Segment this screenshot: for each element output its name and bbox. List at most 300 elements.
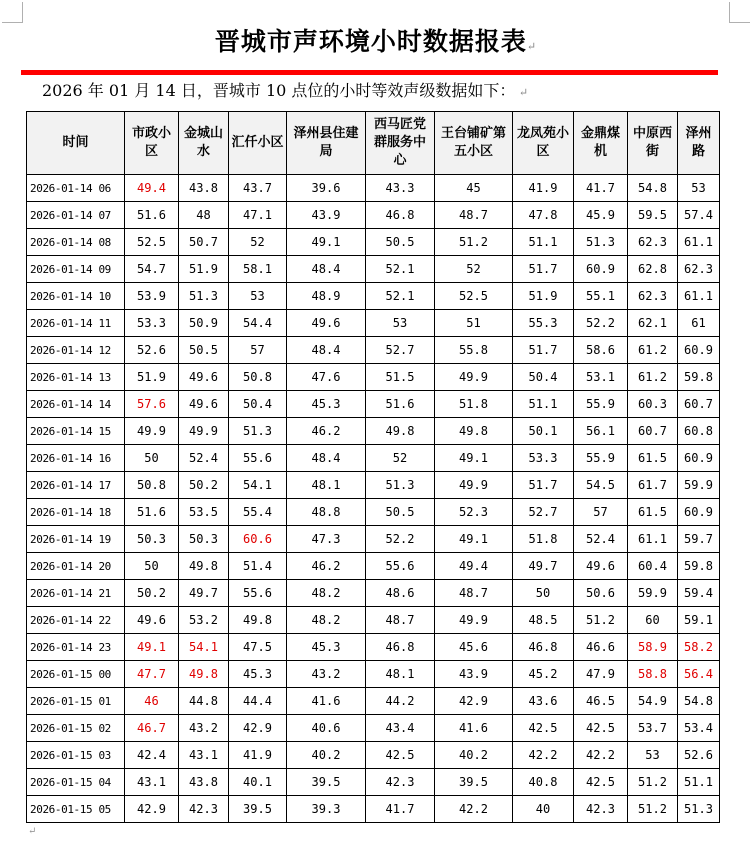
value-cell: 53.3 bbox=[125, 310, 179, 337]
value-cell: 45.3 bbox=[287, 391, 366, 418]
value-cell: 50.5 bbox=[179, 337, 229, 364]
value-cell: 53.2 bbox=[179, 607, 229, 634]
value-cell: 50.9 bbox=[179, 310, 229, 337]
column-header-site: 金鼎煤机 bbox=[574, 112, 628, 175]
column-header-site: 汇仟小区 bbox=[229, 112, 287, 175]
value-cell: 49.1 bbox=[287, 229, 366, 256]
table-row bbox=[27, 769, 720, 796]
value-cell: 39.6 bbox=[287, 175, 366, 202]
value-cell: 49.8 bbox=[179, 661, 229, 688]
value-cell: 62.8 bbox=[628, 256, 678, 283]
value-cell: 48.5 bbox=[513, 607, 574, 634]
value-cell: 43.2 bbox=[179, 715, 229, 742]
value-cell: 49.6 bbox=[179, 364, 229, 391]
value-cell: 39.5 bbox=[287, 769, 366, 796]
report-title-text: 晋城市声环境小时数据报表 bbox=[214, 27, 527, 56]
value-cell: 57.6 bbox=[125, 391, 179, 418]
value-cell: 47.7 bbox=[125, 661, 179, 688]
table-row bbox=[27, 337, 720, 364]
value-cell: 43.8 bbox=[179, 175, 229, 202]
value-cell: 52.4 bbox=[574, 526, 628, 553]
value-cell: 46.8 bbox=[366, 634, 435, 661]
value-cell: 40.2 bbox=[435, 742, 513, 769]
value-cell: 39.5 bbox=[435, 769, 513, 796]
value-cell: 42.5 bbox=[574, 715, 628, 742]
value-cell: 54.7 bbox=[125, 256, 179, 283]
value-cell: 61.2 bbox=[628, 337, 678, 364]
value-cell: 51.2 bbox=[435, 229, 513, 256]
value-cell: 61.2 bbox=[628, 364, 678, 391]
value-cell: 42.9 bbox=[229, 715, 287, 742]
value-cell: 42.5 bbox=[574, 769, 628, 796]
value-cell: 51.7 bbox=[513, 337, 574, 364]
value-cell: 60.9 bbox=[678, 499, 720, 526]
value-cell: 42.3 bbox=[366, 769, 435, 796]
value-cell: 48 bbox=[179, 202, 229, 229]
value-cell: 55.8 bbox=[435, 337, 513, 364]
time-cell: 2026-01-15 05 bbox=[27, 796, 125, 823]
value-cell: 49.9 bbox=[125, 418, 179, 445]
value-cell: 49.8 bbox=[229, 607, 287, 634]
value-cell: 49.7 bbox=[179, 580, 229, 607]
value-cell: 43.2 bbox=[287, 661, 366, 688]
value-cell: 51.3 bbox=[678, 796, 720, 823]
value-cell: 41.9 bbox=[513, 175, 574, 202]
value-cell: 51.9 bbox=[179, 256, 229, 283]
value-cell: 53.1 bbox=[574, 364, 628, 391]
value-cell: 47.1 bbox=[229, 202, 287, 229]
value-cell: 50.6 bbox=[574, 580, 628, 607]
table-row bbox=[27, 391, 720, 418]
value-cell: 52 bbox=[435, 256, 513, 283]
value-cell: 39.5 bbox=[229, 796, 287, 823]
value-cell: 55.3 bbox=[513, 310, 574, 337]
value-cell: 47.5 bbox=[229, 634, 287, 661]
value-cell: 53.3 bbox=[513, 445, 574, 472]
value-cell: 55.4 bbox=[229, 499, 287, 526]
table-row bbox=[27, 796, 720, 823]
column-header-site: 市政小区 bbox=[125, 112, 179, 175]
table-header-row bbox=[27, 112, 720, 175]
value-cell: 61.1 bbox=[678, 229, 720, 256]
table-row bbox=[27, 742, 720, 769]
value-cell: 51.6 bbox=[366, 391, 435, 418]
value-cell: 41.9 bbox=[229, 742, 287, 769]
value-cell: 46.5 bbox=[574, 688, 628, 715]
value-cell: 49.1 bbox=[125, 634, 179, 661]
value-cell: 45 bbox=[435, 175, 513, 202]
value-cell: 49.9 bbox=[435, 607, 513, 634]
value-cell: 50.5 bbox=[366, 229, 435, 256]
time-cell: 2026-01-15 01 bbox=[27, 688, 125, 715]
value-cell: 52.7 bbox=[366, 337, 435, 364]
value-cell: 61.7 bbox=[628, 472, 678, 499]
table-row bbox=[27, 229, 720, 256]
value-cell: 58.6 bbox=[574, 337, 628, 364]
time-cell: 2026-01-14 15 bbox=[27, 418, 125, 445]
time-cell: 2026-01-14 16 bbox=[27, 445, 125, 472]
report-title bbox=[0, 22, 752, 58]
value-cell: 51.2 bbox=[628, 769, 678, 796]
value-cell: 51.1 bbox=[513, 391, 574, 418]
value-cell: 48.4 bbox=[287, 256, 366, 283]
value-cell: 59.1 bbox=[678, 607, 720, 634]
value-cell: 48.9 bbox=[287, 283, 366, 310]
time-cell: 2026-01-14 13 bbox=[27, 364, 125, 391]
value-cell: 48.2 bbox=[287, 607, 366, 634]
value-cell: 51.9 bbox=[513, 283, 574, 310]
value-cell: 58.8 bbox=[628, 661, 678, 688]
value-cell: 60.9 bbox=[678, 445, 720, 472]
value-cell: 47.6 bbox=[287, 364, 366, 391]
value-cell: 48.7 bbox=[435, 202, 513, 229]
value-cell: 47.8 bbox=[513, 202, 574, 229]
value-cell: 51.4 bbox=[229, 553, 287, 580]
value-cell: 47.3 bbox=[287, 526, 366, 553]
time-cell: 2026-01-15 04 bbox=[27, 769, 125, 796]
value-cell: 47.9 bbox=[574, 661, 628, 688]
value-cell: 50 bbox=[125, 445, 179, 472]
value-cell: 55.6 bbox=[366, 553, 435, 580]
value-cell: 52.5 bbox=[125, 229, 179, 256]
value-cell: 53.9 bbox=[125, 283, 179, 310]
value-cell: 43.7 bbox=[229, 175, 287, 202]
value-cell: 51.7 bbox=[513, 256, 574, 283]
table-row bbox=[27, 445, 720, 472]
time-cell: 2026-01-14 17 bbox=[27, 472, 125, 499]
value-cell: 50.3 bbox=[179, 526, 229, 553]
value-cell: 61.5 bbox=[628, 499, 678, 526]
value-cell: 50.4 bbox=[513, 364, 574, 391]
time-cell: 2026-01-14 06 bbox=[27, 175, 125, 202]
value-cell: 48.6 bbox=[366, 580, 435, 607]
value-cell: 59.4 bbox=[678, 580, 720, 607]
value-cell: 49.8 bbox=[179, 553, 229, 580]
table-row bbox=[27, 283, 720, 310]
value-cell: 51.3 bbox=[179, 283, 229, 310]
value-cell: 43.9 bbox=[435, 661, 513, 688]
time-cell: 2026-01-14 14 bbox=[27, 391, 125, 418]
value-cell: 42.9 bbox=[125, 796, 179, 823]
value-cell: 40.6 bbox=[287, 715, 366, 742]
value-cell: 57 bbox=[229, 337, 287, 364]
column-header-site: 中原西街 bbox=[628, 112, 678, 175]
value-cell: 49.8 bbox=[435, 418, 513, 445]
value-cell: 60.8 bbox=[678, 418, 720, 445]
value-cell: 46.6 bbox=[574, 634, 628, 661]
value-cell: 43.3 bbox=[366, 175, 435, 202]
value-cell: 61.5 bbox=[628, 445, 678, 472]
value-cell: 55.6 bbox=[229, 445, 287, 472]
value-cell: 52 bbox=[366, 445, 435, 472]
value-cell: 50.8 bbox=[229, 364, 287, 391]
time-cell: 2026-01-14 23 bbox=[27, 634, 125, 661]
column-header-site: 龙凤苑小区 bbox=[513, 112, 574, 175]
value-cell: 52.1 bbox=[366, 283, 435, 310]
time-cell: 2026-01-14 11 bbox=[27, 310, 125, 337]
value-cell: 62.3 bbox=[628, 229, 678, 256]
value-cell: 60.9 bbox=[574, 256, 628, 283]
value-cell: 46.2 bbox=[287, 553, 366, 580]
time-cell: 2026-01-14 21 bbox=[27, 580, 125, 607]
value-cell: 62.3 bbox=[628, 283, 678, 310]
value-cell: 50.7 bbox=[179, 229, 229, 256]
value-cell: 44.4 bbox=[229, 688, 287, 715]
value-cell: 48.1 bbox=[287, 472, 366, 499]
value-cell: 60.7 bbox=[678, 391, 720, 418]
value-cell: 46.8 bbox=[513, 634, 574, 661]
value-cell: 51.1 bbox=[678, 769, 720, 796]
value-cell: 50.5 bbox=[366, 499, 435, 526]
value-cell: 59.8 bbox=[678, 364, 720, 391]
value-cell: 57.4 bbox=[678, 202, 720, 229]
value-cell: 54.5 bbox=[574, 472, 628, 499]
table-row bbox=[27, 553, 720, 580]
value-cell: 52.4 bbox=[179, 445, 229, 472]
value-cell: 56.4 bbox=[678, 661, 720, 688]
value-cell: 54.9 bbox=[628, 688, 678, 715]
value-cell: 49.9 bbox=[435, 364, 513, 391]
value-cell: 49.6 bbox=[287, 310, 366, 337]
intro-text: 2026 年 01 月 14 日，晋城市 10 点位的小时等效声级数据如下： bbox=[42, 81, 516, 100]
value-cell: 43.4 bbox=[366, 715, 435, 742]
value-cell: 46.7 bbox=[125, 715, 179, 742]
value-cell: 52.5 bbox=[435, 283, 513, 310]
value-cell: 51.2 bbox=[574, 607, 628, 634]
value-cell: 49.1 bbox=[435, 526, 513, 553]
value-cell: 50.4 bbox=[229, 391, 287, 418]
value-cell: 51.8 bbox=[513, 526, 574, 553]
value-cell: 54.8 bbox=[678, 688, 720, 715]
value-cell: 51.7 bbox=[513, 472, 574, 499]
table-row bbox=[27, 364, 720, 391]
value-cell: 52.2 bbox=[366, 526, 435, 553]
table-row bbox=[27, 472, 720, 499]
value-cell: 44.8 bbox=[179, 688, 229, 715]
value-cell: 42.5 bbox=[513, 715, 574, 742]
value-cell: 43.6 bbox=[513, 688, 574, 715]
table-row bbox=[27, 715, 720, 742]
value-cell: 40.1 bbox=[229, 769, 287, 796]
value-cell: 45.2 bbox=[513, 661, 574, 688]
time-cell: 2026-01-14 09 bbox=[27, 256, 125, 283]
value-cell: 61.1 bbox=[678, 283, 720, 310]
value-cell: 61 bbox=[678, 310, 720, 337]
value-cell: 54.1 bbox=[179, 634, 229, 661]
value-cell: 55.9 bbox=[574, 391, 628, 418]
value-cell: 41.6 bbox=[287, 688, 366, 715]
value-cell: 60.6 bbox=[229, 526, 287, 553]
value-cell: 51.2 bbox=[628, 796, 678, 823]
value-cell: 45.9 bbox=[574, 202, 628, 229]
value-cell: 51.3 bbox=[574, 229, 628, 256]
value-cell: 50.1 bbox=[513, 418, 574, 445]
value-cell: 42.3 bbox=[574, 796, 628, 823]
value-cell: 52.3 bbox=[435, 499, 513, 526]
time-cell: 2026-01-14 22 bbox=[27, 607, 125, 634]
value-cell: 42.2 bbox=[513, 742, 574, 769]
page-corner-mark bbox=[729, 2, 750, 23]
value-cell: 52.1 bbox=[366, 256, 435, 283]
value-cell: 52.6 bbox=[125, 337, 179, 364]
value-cell: 49.6 bbox=[179, 391, 229, 418]
page-corner-mark bbox=[2, 2, 23, 23]
column-header-site: 西马匠党群服务中心 bbox=[366, 112, 435, 175]
value-cell: 45.6 bbox=[435, 634, 513, 661]
value-cell: 42.2 bbox=[574, 742, 628, 769]
paragraph-mark-icon: ↵ bbox=[515, 86, 529, 99]
value-cell: 50.2 bbox=[179, 472, 229, 499]
value-cell: 52.2 bbox=[574, 310, 628, 337]
value-cell: 57 bbox=[574, 499, 628, 526]
value-cell: 51.1 bbox=[513, 229, 574, 256]
column-header-site: 泽州路 bbox=[678, 112, 720, 175]
value-cell: 49.9 bbox=[435, 472, 513, 499]
value-cell: 49.4 bbox=[435, 553, 513, 580]
column-header-site: 金城山水 bbox=[179, 112, 229, 175]
value-cell: 59.7 bbox=[678, 526, 720, 553]
value-cell: 60.3 bbox=[628, 391, 678, 418]
value-cell: 50 bbox=[125, 553, 179, 580]
value-cell: 40.2 bbox=[287, 742, 366, 769]
value-cell: 42.5 bbox=[366, 742, 435, 769]
value-cell: 48.8 bbox=[287, 499, 366, 526]
value-cell: 49.4 bbox=[125, 175, 179, 202]
value-cell: 51.6 bbox=[125, 202, 179, 229]
value-cell: 58.9 bbox=[628, 634, 678, 661]
time-cell: 2026-01-14 20 bbox=[27, 553, 125, 580]
table-row bbox=[27, 526, 720, 553]
value-cell: 55.6 bbox=[229, 580, 287, 607]
value-cell: 53.7 bbox=[628, 715, 678, 742]
value-cell: 50.3 bbox=[125, 526, 179, 553]
value-cell: 41.7 bbox=[574, 175, 628, 202]
noise-data-table bbox=[26, 111, 720, 823]
value-cell: 59.9 bbox=[678, 472, 720, 499]
value-cell: 39.3 bbox=[287, 796, 366, 823]
value-cell: 49.1 bbox=[435, 445, 513, 472]
table-row bbox=[27, 607, 720, 634]
value-cell: 49.6 bbox=[574, 553, 628, 580]
table-row bbox=[27, 661, 720, 688]
value-cell: 52.6 bbox=[678, 742, 720, 769]
value-cell: 42.4 bbox=[125, 742, 179, 769]
value-cell: 53 bbox=[628, 742, 678, 769]
value-cell: 52.7 bbox=[513, 499, 574, 526]
time-cell: 2026-01-14 10 bbox=[27, 283, 125, 310]
value-cell: 49.9 bbox=[179, 418, 229, 445]
value-cell: 51 bbox=[435, 310, 513, 337]
value-cell: 42.2 bbox=[435, 796, 513, 823]
value-cell: 40 bbox=[513, 796, 574, 823]
time-cell: 2026-01-15 03 bbox=[27, 742, 125, 769]
table-row bbox=[27, 688, 720, 715]
time-cell: 2026-01-14 12 bbox=[27, 337, 125, 364]
table-row bbox=[27, 256, 720, 283]
value-cell: 50.2 bbox=[125, 580, 179, 607]
value-cell: 45.3 bbox=[229, 661, 287, 688]
value-cell: 48.7 bbox=[366, 607, 435, 634]
value-cell: 46.8 bbox=[366, 202, 435, 229]
value-cell: 45.3 bbox=[287, 634, 366, 661]
value-cell: 42.3 bbox=[179, 796, 229, 823]
time-cell: 2026-01-14 07 bbox=[27, 202, 125, 229]
value-cell: 41.6 bbox=[435, 715, 513, 742]
paragraph-mark-icon: ↵ bbox=[28, 826, 37, 837]
value-cell: 50.8 bbox=[125, 472, 179, 499]
value-cell: 48.7 bbox=[435, 580, 513, 607]
column-header-site: 泽州县住建局 bbox=[287, 112, 366, 175]
time-cell: 2026-01-14 19 bbox=[27, 526, 125, 553]
value-cell: 46.2 bbox=[287, 418, 366, 445]
intro-paragraph[interactable] bbox=[42, 78, 528, 101]
value-cell: 55.9 bbox=[574, 445, 628, 472]
red-divider bbox=[21, 70, 718, 75]
value-cell: 48.1 bbox=[366, 661, 435, 688]
table-row bbox=[27, 310, 720, 337]
value-cell: 51.3 bbox=[229, 418, 287, 445]
table-row bbox=[27, 202, 720, 229]
value-cell: 62.3 bbox=[678, 256, 720, 283]
value-cell: 51.6 bbox=[125, 499, 179, 526]
value-cell: 43.9 bbox=[287, 202, 366, 229]
value-cell: 53 bbox=[366, 310, 435, 337]
value-cell: 51.8 bbox=[435, 391, 513, 418]
value-cell: 60.4 bbox=[628, 553, 678, 580]
value-cell: 53.4 bbox=[678, 715, 720, 742]
value-cell: 58.1 bbox=[229, 256, 287, 283]
value-cell: 54.4 bbox=[229, 310, 287, 337]
value-cell: 51.3 bbox=[366, 472, 435, 499]
value-cell: 41.7 bbox=[366, 796, 435, 823]
value-cell: 42.9 bbox=[435, 688, 513, 715]
value-cell: 48.4 bbox=[287, 445, 366, 472]
value-cell: 46 bbox=[125, 688, 179, 715]
value-cell: 60.7 bbox=[628, 418, 678, 445]
value-cell: 60.9 bbox=[678, 337, 720, 364]
value-cell: 59.8 bbox=[678, 553, 720, 580]
time-cell: 2026-01-15 02 bbox=[27, 715, 125, 742]
table-row bbox=[27, 499, 720, 526]
value-cell: 44.2 bbox=[366, 688, 435, 715]
value-cell: 51.5 bbox=[366, 364, 435, 391]
time-cell: 2026-01-15 00 bbox=[27, 661, 125, 688]
value-cell: 55.1 bbox=[574, 283, 628, 310]
column-header-time: 时间 bbox=[27, 112, 125, 175]
value-cell: 43.1 bbox=[179, 742, 229, 769]
value-cell: 59.9 bbox=[628, 580, 678, 607]
value-cell: 60 bbox=[628, 607, 678, 634]
value-cell: 61.1 bbox=[628, 526, 678, 553]
value-cell: 40.8 bbox=[513, 769, 574, 796]
value-cell: 53 bbox=[678, 175, 720, 202]
value-cell: 56.1 bbox=[574, 418, 628, 445]
value-cell: 49.8 bbox=[366, 418, 435, 445]
value-cell: 58.2 bbox=[678, 634, 720, 661]
value-cell: 53.5 bbox=[179, 499, 229, 526]
value-cell: 54.8 bbox=[628, 175, 678, 202]
value-cell: 43.1 bbox=[125, 769, 179, 796]
value-cell: 43.8 bbox=[179, 769, 229, 796]
value-cell: 49.7 bbox=[513, 553, 574, 580]
value-cell: 49.6 bbox=[125, 607, 179, 634]
value-cell: 52 bbox=[229, 229, 287, 256]
value-cell: 62.1 bbox=[628, 310, 678, 337]
value-cell: 59.5 bbox=[628, 202, 678, 229]
value-cell: 48.2 bbox=[287, 580, 366, 607]
value-cell: 51.9 bbox=[125, 364, 179, 391]
table-row bbox=[27, 580, 720, 607]
